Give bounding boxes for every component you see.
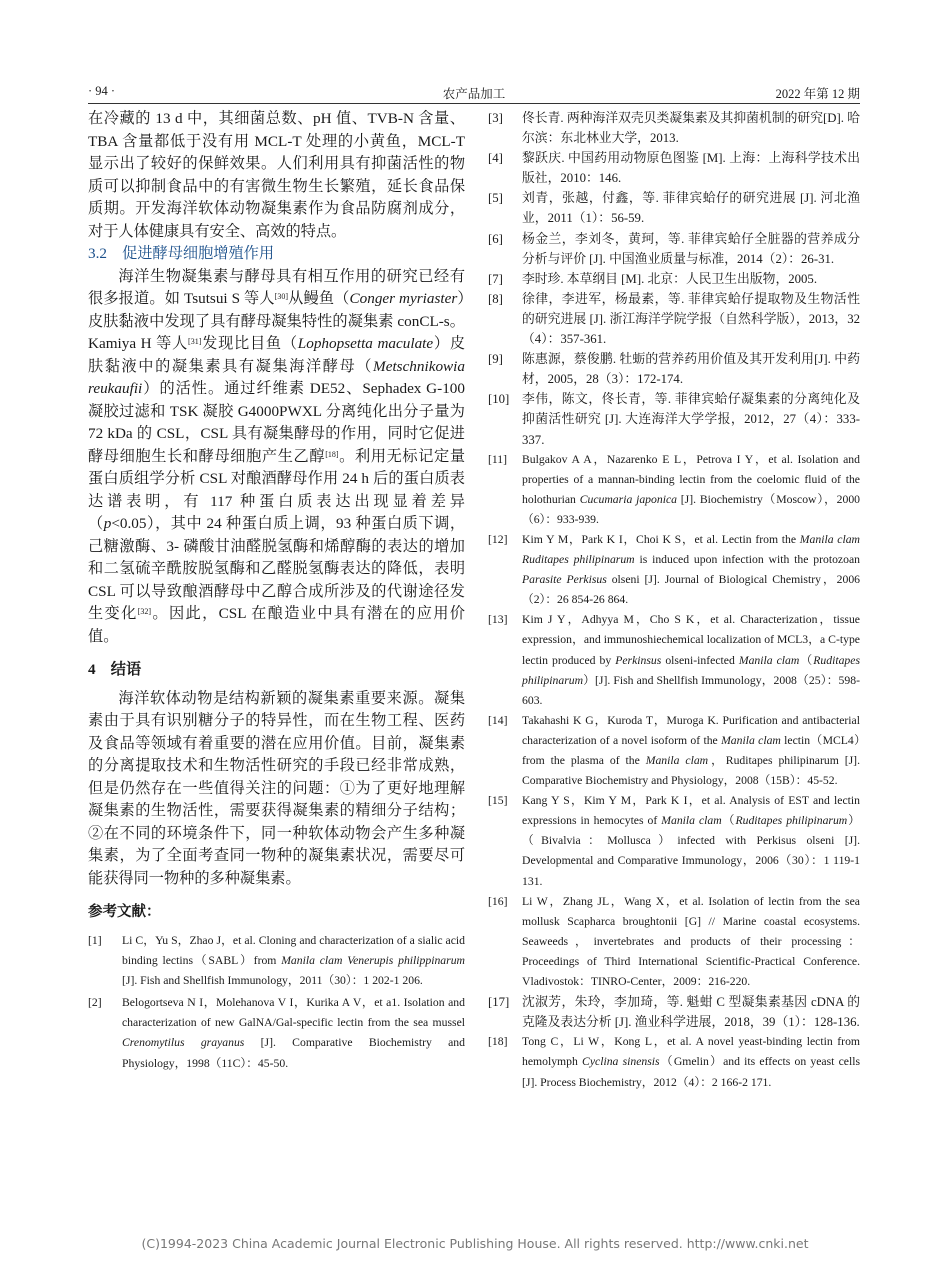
citation-18[interactable]: [18] — [325, 449, 339, 459]
reference-item: [9] 陈惠源，蔡俊鹏. 牡蛎的营养药用价值及其开发利用[J]. 中药材，2005，28（3）：172-174. — [488, 352, 860, 387]
reference-item: [16] Li W，Zhang JL，Wang X，et al. Isolation of lectin from the sea mollusk Scapharca broughtonii [G] // Marine coastal ecosystems. Seaweeds，invertebrates and products of their processing：Proceedings of Third International Scientific-Practical Conference. Vladivostok：TINRO-Center，2009：216-220. — [488, 894, 860, 989]
citation-31[interactable]: [31] — [188, 337, 202, 346]
right-column — [488, 108, 860, 1093]
journal-issue: 2022 年第 12 期 — [775, 87, 860, 101]
reference-item: [15] Kang Y S，Kim Y M，Park K I，et al. Analysis of EST and lectin expressions in hemocytes of Manila clam（Ruditapes philipinarum）（Bivalvia：Mollusca）infected with Perkisus olseni [J]. Developmental and Comparative Immunology，2006（30）：1 119-1 131. — [488, 794, 860, 888]
section-heading-3-2: 3.2 促进酵母细胞增殖作用 — [88, 245, 275, 262]
reference-item: [11] Bulgakov A A，Nazarenko E L，Petrova I Y，et al. Isolation and properties of a mannan-binding lectin from the coelomic fluid of the holothurian Cucumaria japonica [J]. Biochemistry（Moscow），2000（6）：933-939. — [488, 452, 861, 526]
copyright-footer: (C)1994-2023 China Academic Journal Electronic Publishing House. All rights reserved. http://www.cnki.net — [141, 1236, 809, 1251]
reference-item: [4] 黎跃庆. 中国药用动物原色图鉴 [M]. 上海：上海科学技术出版社，2010：146. — [488, 151, 860, 186]
journal-name: 农产品加工 — [442, 87, 506, 101]
page-header — [88, 84, 860, 102]
left-column — [88, 108, 465, 1076]
reference-item: [5] 刘青，张越，付鑫，等. 菲律宾蛤仔的研究进展 [J]. 河北渔业，2011（1）：56-59. — [488, 191, 860, 226]
reference-item: [8] 徐律，李进军，杨最素，等. 菲律宾蛤仔提取物及生物活性的研究进展 [J]. 浙江海洋学院学报（自然科学版），2013，32（4）：357-361. — [488, 291, 860, 347]
reference-item: [2] Belogortseva N I，Molehanova V I，Kurika A V，et a1. Isolation and characterization of new GalNA/Gal-specific lectin from the sea mussel Crenomytilus grayanus [J]. Comparative Biochemistry and Physiology，1998（11C）：45-50. — [88, 996, 465, 1070]
citation-30[interactable]: [30] — [274, 292, 288, 301]
reference-item: [6] 杨金兰，李刘冬，黄珂，等. 菲律宾蛤仔全脏器的营养成分分析与评价 [J]. 中国渔业质量与标准，2014（2）：26-31. — [488, 231, 860, 266]
reference-item: [13] Kim J Y，Adhyya M，Cho S K，et al. Characterization，tissue expression，and immunoshiechemical localization of MCL3，a C-type lectin produced by Perkinsus olseni-infected Manila clam（Ruditapes philipinarum）[J]. Fish and Shellfish Immunology，2008（25）：598-603. — [488, 613, 860, 707]
section-heading-4: 4 结语 — [88, 661, 142, 678]
reference-item: [17] 沈淑芳，朱玲，李加琦，等. 魁蚶 C 型凝集素基因 cDNA 的克隆及表达分析 [J]. 渔业科学进展，2018，39（1）：128-136. — [488, 995, 860, 1030]
reference-item: [10] 李伟，陈文，佟长青，等. 菲律宾蛤仔凝集素的分离纯化及抑菌活性研究 [J]. 大连海洋大学学报，2012，27（4）：333-337. — [488, 392, 860, 447]
reference-item: [7] 李时珍. 本草纲目 [M]. 北京：人民卫生出版物，2005. — [488, 271, 818, 286]
paragraph-preservation: 在冷藏的 13 d 中，其细菌总数、pH 值、TVB-N 含量、TBA 含量都低于没有用 MCL-T 处理的小黄鱼，MCL-T 显示出了较好的保鲜效果。人们利用具有抑菌活性的物质可以抑制食品中的有害微生物生长繁殖，延长食品保质期。开发海洋软体动物凝集素作为食品防腐剂成分，对于人体健康具有安全、高效的特点。 — [88, 110, 465, 240]
reference-item: [18] Tong C，Li W，Kong L，et al. A novel yeast-binding lectin from hemolymph Cyclina sinensis（Gmelin）and its effects on yeast cells [J]. Process Biochemistry，2012（4）：2 166-2 171. — [488, 1035, 860, 1089]
reference-item: [1] Li C，Yu S，Zhao J，et al. Cloning and characterization of a sialic acid binding lectins（SABL）from Manila clam Venerupis philippinarum [J]. Fish and Shellfish Immunology，2011（30）：1 202-1 206. — [88, 934, 465, 988]
paragraph-yeast: 海洋生物凝集素与酵母具有相互作用的研究已经有很多报道。如 Tsutsui S 等人[30]从鳗鱼（Conger myriaster）皮肤黏液中发现了具有酵母凝集特性的凝集素 conCL-s。Kamiya H 等人[31]发现比目鱼（Lophopsetta maculate）皮肤黏液中的凝集素具有凝集海洋酵母（Metschnikowia reukaufii）的活性。通过纤维素 DE52、Sephadex G-100 凝胶过滤和 TSK 凝胶 G4000PWXL 分离纯化出分子量为 72 kDa 的 CSL，CSL 具有凝集酵母的作用，同时它促进酵母细胞生长和酵母细胞产生乙醇[18]。利用无标记定量蛋白质组学分析 CSL 对酿酒酵母作用 24 h 后的蛋白质表达谱表明，有 117 种蛋白质表达出现显着差异（p<0.05），其中 24 种蛋白质上调，93 种蛋白质下调，己糖激酶、3- 磷酸甘油醛脱氢酶和烯醇酶的表达的增加和二氢硫辛酰胺脱氢酶和乙醛脱氢酶表达的降低，表明 CSL 可以导致酿酒酵母中乙醇合成所涉及的代谢途径发生变化[32]。因此，CSL 在酿造业中具有潜在的应用价值。 — [88, 267, 466, 645]
reference-item: [12] Kim Y M，Park K I，Choi K S，et al. Lectin from the Manila clam Ruditapes philipinarum is induced upon infection with the protozoan Parasite Perkisus olseni [J]. Journal of Biological Chemistry，2006（2）：26 854-26 864. — [488, 532, 861, 607]
header-rule — [88, 103, 860, 104]
reference-item: [14] Takahashi K G，Kuroda T，Muroga K. Purification and antibacterial characterization of a novel isoform of the Manila clam lectin（MCL4）from the plasma of the Manila clam，Ruditapes philipinarum [J]. Comparative Biochemistry and Physiology，2008（15B）：45-52. — [488, 713, 860, 788]
citation-32[interactable]: [32] — [137, 607, 152, 616]
page-number: · 94 · — [88, 84, 116, 98]
references-title: 参考文献： — [88, 904, 161, 920]
paragraph-conclusion: 海洋软体动物是结构新颖的凝集素重要来源。凝集素由于具有识别糖分子的特异性，而在生物工程、医药及食品等领域有着重要的潜在应用价值。目前，凝集素的分离提取技术和生物活性研究的手段已经非常成熟，但是仍然存在一些值得关注的问题：①为了更好地理解凝集素的生物活性，需要获得凝集素的精细分子结构；②在不同的环境条件下，同一种软体动物会产生多种凝集素，为了全面考查同一物种的凝集素状况，需要尽可能获得同一物种的多种凝集素。 — [88, 689, 465, 887]
reference-item: [3] 佟长青. 两种海洋双壳贝类凝集素及其抑菌机制的研究[D]. 哈尔滨：东北林业大学，2013. — [488, 111, 860, 146]
